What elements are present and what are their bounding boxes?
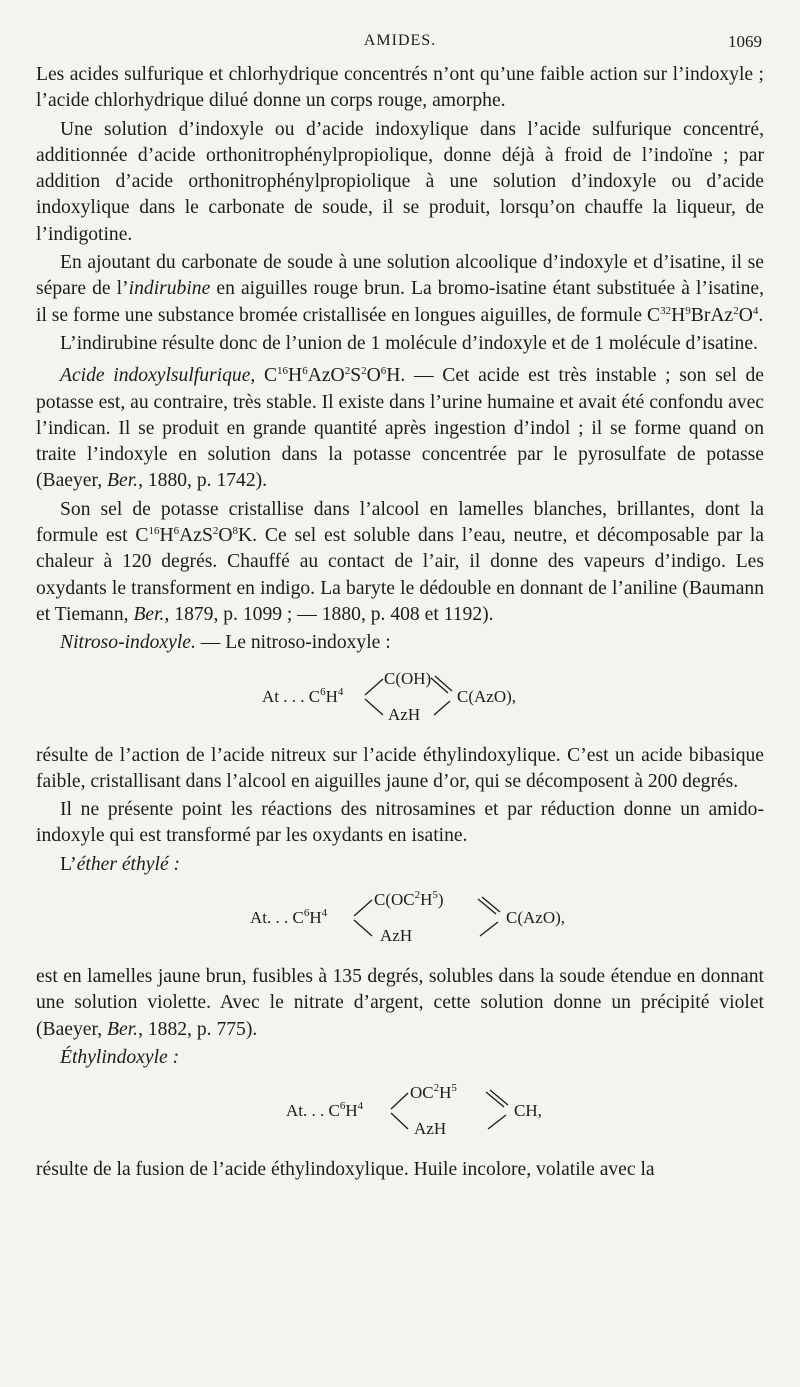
f-sup: 8 bbox=[232, 525, 239, 538]
citation-ber: Ber. bbox=[133, 603, 165, 625]
paragraph-6 bbox=[36, 497, 764, 628]
formula-nitroso-indoxyle bbox=[36, 663, 764, 739]
f-part: H bbox=[159, 525, 174, 547]
f-part: C bbox=[255, 365, 278, 387]
text-run: Son sel de potasse cristallise dans l’alcool en lamelles blanches, brillantes, dont la formule est bbox=[36, 498, 764, 547]
f-part: C bbox=[647, 304, 661, 326]
paragraph-7 bbox=[36, 630, 764, 656]
text-run: Ce sel est soluble dans l’eau, neutre, et décomposable par la chaleur à 120 degrés. Chauffé au contact de l’air, il donne des vapeurs d’indigo. Les oxydants le transforment en indigo. La baryte le dédouble en donnant de l’aniline (Baumann et Tiemann, bbox=[36, 525, 764, 625]
paragraph-3 bbox=[36, 250, 764, 329]
f-sup: 32 bbox=[660, 304, 672, 317]
formula-right-group: CH, bbox=[514, 1101, 542, 1121]
text-run: , 1879, p. 1099 ; — 1880, p. 408 et 1192). bbox=[164, 603, 494, 625]
text-run: , 1880, p. 1742). bbox=[138, 470, 268, 492]
formula-ether-ethyle bbox=[36, 884, 764, 960]
f-part: At. . . C bbox=[250, 908, 304, 928]
f-sup: 2 bbox=[433, 1082, 440, 1095]
f-sup: 9 bbox=[685, 304, 691, 317]
f-sup: 2 bbox=[361, 365, 367, 378]
term-ethylindoxyle: Éthylindoxyle : bbox=[60, 1046, 180, 1068]
f-part: H bbox=[288, 365, 303, 387]
f-sup: 6 bbox=[320, 685, 326, 698]
f-part: C bbox=[135, 525, 149, 547]
f-part: BrAz bbox=[690, 304, 734, 326]
f-part: H bbox=[309, 908, 322, 928]
f-sup: 4 bbox=[752, 304, 759, 317]
paragraph-2: Une solution d’indoxyle ou d’acide indoxylique dans l’acide sulfurique concentré, additionnée d’acide orthonitrophénylpropiolique, donne déjà à froid de l’indoïne ; par addition d’acide orthonitrophénylpropiolique à une solution d’indoxyle ou d’acide indoxylique dans le carbonate de soude, il se produit, lorsqu’on chauffe la liqueur, de l’indigotine. bbox=[36, 118, 764, 245]
formula-ethylindoxyle bbox=[36, 1077, 764, 1153]
f-sup: 4 bbox=[321, 907, 328, 920]
f-part: K. bbox=[238, 525, 258, 547]
f-sup: 6 bbox=[380, 365, 387, 378]
f-sup: 2 bbox=[733, 304, 739, 317]
text-run: est en lamelles jaune brun, fusibles à 135 degrés, solubles dans la soude étendue en donnant une solution violette. Avec le nitrate d’argent, cette solution donne un précipité violet (Baeyer, bbox=[36, 966, 764, 1040]
text-run: En ajoutant du carbonate de soude à une solution alcoolique d’indoxyle et d’isatine, il se sépare de l’ bbox=[36, 252, 764, 300]
formula-top-group: C(OH) bbox=[384, 668, 432, 688]
paragraph-11 bbox=[36, 964, 764, 1043]
citation-ber: Ber. bbox=[107, 470, 139, 492]
paragraph-9: Il ne présente point les réactions des nitrosamines et par réduction donne un amido-indoxyle qui est transformé par les oxydants en isatine. bbox=[36, 799, 764, 847]
page-header bbox=[36, 28, 764, 54]
citation-ber: Ber. bbox=[107, 1018, 139, 1040]
body-text bbox=[36, 62, 764, 1184]
f-part: O bbox=[218, 525, 233, 547]
f-part: ) bbox=[437, 890, 444, 910]
formula-bonds bbox=[36, 663, 764, 739]
inline-formula bbox=[135, 525, 257, 546]
text-run: — Cet acide est très instable ; son sel de potasse est, au contraire, très stable. Il existe dans l’urine humaine et avait été confondu avec l’indican. Il se produit en grande quantité après ingestion d’indol ; il se forme quand on traite l’indoxyle en solution dans la potasse concentrée par le pyrosulfate de potasse (Baeyer, bbox=[36, 365, 764, 492]
f-part: H bbox=[420, 890, 433, 910]
f-part: AzS bbox=[179, 525, 213, 547]
formula-bottom-group: AzH bbox=[414, 1119, 447, 1139]
formula-bonds bbox=[36, 884, 764, 960]
term-ether-ethyle: éther éthylé : bbox=[76, 853, 181, 875]
f-part: H bbox=[439, 1083, 452, 1103]
term-acide-indoxylsulfurique: Acide indoxylsulfurique, bbox=[60, 365, 256, 387]
paragraph-4: L’indirubine résulte donc de l’union de 1 molécule d’indoxyle et de 1 molécule d’isatine. bbox=[60, 332, 758, 354]
f-sup: 2 bbox=[344, 365, 351, 378]
f-sup: 5 bbox=[432, 889, 438, 902]
f-sup: 6 bbox=[173, 525, 180, 538]
formula-bottom-group: AzH bbox=[380, 926, 413, 946]
f-sup: 4 bbox=[337, 685, 344, 698]
f-sup: 6 bbox=[339, 1100, 346, 1113]
f-part: C(OC bbox=[374, 890, 415, 910]
text-run: — Le nitroso-indoxyle : bbox=[195, 632, 391, 654]
f-part: At. . . C bbox=[286, 1101, 340, 1121]
f-part: AzO bbox=[307, 365, 345, 387]
f-part: H bbox=[325, 686, 338, 706]
f-part: S bbox=[350, 365, 362, 387]
formula-right-group: C(AzO), bbox=[457, 686, 517, 706]
f-sup: 16 bbox=[148, 525, 160, 538]
paragraph-5 bbox=[36, 363, 764, 494]
f-sup: 16 bbox=[277, 365, 289, 378]
f-sup: 6 bbox=[302, 365, 308, 378]
text-run: L’ bbox=[60, 853, 77, 875]
f-sup: 2 bbox=[212, 525, 219, 538]
f-sup: 5 bbox=[451, 1082, 457, 1095]
text-run: en aiguilles rouge brun. La bromo-isatine étant substituée à l’isatine, il se forme une substance bromée cristallisée en longues aiguilles, de formule bbox=[36, 278, 765, 326]
text-run: , 1882, p. 775). bbox=[138, 1018, 258, 1040]
page-number: 1069 bbox=[728, 32, 762, 51]
f-part: O bbox=[738, 304, 753, 326]
paragraph-12 bbox=[36, 1045, 764, 1071]
f-part: H bbox=[345, 1101, 358, 1121]
term-indirubine: indirubine bbox=[128, 278, 211, 300]
paragraph-13: résulte de la fusion de l’acide éthylindoxylique. Huile incolore, volatile avec la bbox=[36, 1159, 655, 1181]
f-sup: 6 bbox=[303, 907, 310, 920]
paragraph-10 bbox=[36, 852, 764, 878]
inline-formula bbox=[255, 365, 405, 386]
inline-formula bbox=[647, 305, 763, 326]
formula-bonds bbox=[36, 1077, 764, 1153]
formula-bottom-group: AzH bbox=[388, 704, 421, 724]
f-part: At . . . C bbox=[262, 686, 321, 706]
f-sup: 4 bbox=[357, 1100, 364, 1113]
paragraph-8: résulte de l’action de l’acide nitreux sur l’acide éthylindoxylique. C’est un acide bibasique faible, cristallisant dans l’alcool en aiguilles jaune d’or, qui se décomposent à 200 degrés. bbox=[36, 744, 764, 792]
term-nitroso-indoxyle: Nitroso-indoxyle. bbox=[60, 632, 196, 654]
f-part: O bbox=[366, 365, 381, 387]
f-part: . bbox=[758, 304, 764, 326]
f-part: H bbox=[671, 304, 686, 326]
f-sup: 2 bbox=[414, 889, 421, 902]
paragraph-1: Les acides sulfurique et chlorhydrique concentrés n’ont qu’une faible action sur l’indoxyle ; l’acide chlorhydrique dilué donne un corps rouge, amorphe. bbox=[36, 64, 764, 112]
running-title: AMIDES. bbox=[363, 32, 437, 49]
f-part: OC bbox=[410, 1083, 434, 1103]
formula-right-group: C(AzO), bbox=[506, 908, 566, 928]
f-part: H. bbox=[386, 365, 406, 387]
